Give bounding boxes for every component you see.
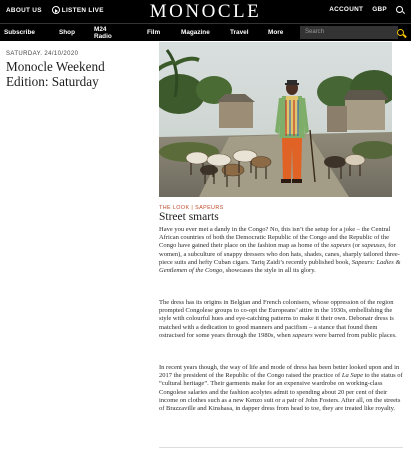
top-bar (0, 0, 411, 23)
article-paragraph-1 (159, 226, 403, 275)
kicker-section[interactable]: THE LOOK (159, 205, 190, 211)
hero-photo-sapeur-with-goats (159, 42, 392, 197)
nav-film[interactable]: Film (147, 29, 161, 36)
p1-text-b: (or (350, 242, 362, 250)
nav-magazine[interactable]: Magazine (181, 29, 210, 36)
kicker-topic[interactable]: SAPEURS (195, 205, 224, 211)
nav-subscribe[interactable]: Subscribe (4, 29, 35, 36)
nav-m24-radio[interactable]: M24 Radio (94, 25, 112, 40)
edition-title: Monocle Weekend Edition: Saturday (6, 59, 105, 89)
hero-photo (159, 42, 392, 197)
p2-text-a: The dress has its origins in Belgian and French colonisers, whose oppression of the region prompted Congolese groups to co-opt the Europeans’ attire in the 1930s, embellishing the style with colourful hues and eye-catching patterns to make it their own. Debonair dress is matched with a dedication to good manners and pacifism – a stance that found them ostracised for some years through the 1980s, when (159, 299, 394, 339)
article-paragraph-2 (159, 299, 403, 340)
p1-text-d: , showcases the style in all its glory. (222, 267, 316, 275)
p1-text-a: Have you ever met a dandy in the Congo? No, this isn’t the setup for a joke – the Central African countries of both the Democratic Republic of the Congo and the Republic of the Congo have gained their place on the fashion map as home of the (159, 226, 391, 250)
article-headline: Street smarts (159, 211, 219, 223)
currency-selector[interactable]: GBP (372, 6, 387, 13)
search-submit-icon[interactable] (397, 29, 404, 36)
search-icon[interactable] (396, 6, 403, 13)
p1-book-title: Sapeurs: Ladies & Gentlemen of the Congo (159, 258, 401, 275)
p3-text-a: In recent years though, the way of life and mode of dress has been better looked upon and in 2017 the president of the Republic of the Congo raised the practice of (159, 364, 400, 380)
p3-text-b: to the status of “cultural heritage”. Their garments make for an expensive wardrobe on working-class Congolese salaries and the fashion acolytes admit to spending about 20 per cent of their income on clothes such as a new Kenzo suit or a pair of John Fosters. After all, on the streets of Brazzaville and Kinshasa, in dapper dress from head to toe, they are treated like royalty. (159, 372, 403, 413)
p1-term-sapeurs: sapeurs (330, 242, 351, 250)
article-kicker: THE LOOK | SAPEURS (159, 205, 224, 211)
about-us-link[interactable]: ABOUT US (6, 6, 42, 14)
nav-more[interactable]: More (268, 29, 284, 36)
edition-date: SATURDAY. 24/10/2020 (6, 51, 79, 57)
p1-text-c: , for women), a subculture of snappy dressers who don hats, shades, canes, sharply tailored three-piece suits and hefty Cuban cigars. Tariq Zaidi’s recently published book, (159, 242, 400, 266)
p3-term-la-sape: La Sape (341, 372, 363, 380)
monocle-logo[interactable]: MONOCLE (149, 1, 262, 22)
article-paragraph-3 (159, 364, 403, 413)
p2-text-b: were barred from public places. (312, 331, 397, 339)
nav-shop[interactable]: Shop (59, 29, 75, 36)
p1-term-sapeuses: sapeuses (361, 242, 385, 250)
account-link[interactable]: ACCOUNT (329, 6, 364, 13)
p2-term-sapeurs: sapeurs (292, 331, 313, 339)
listen-live-label: LISTEN LIVE (61, 6, 104, 14)
article-end-divider (159, 447, 403, 448)
search-input[interactable]: Search (300, 26, 398, 39)
main-nav (0, 23, 411, 41)
nav-travel[interactable]: Travel (230, 29, 249, 36)
